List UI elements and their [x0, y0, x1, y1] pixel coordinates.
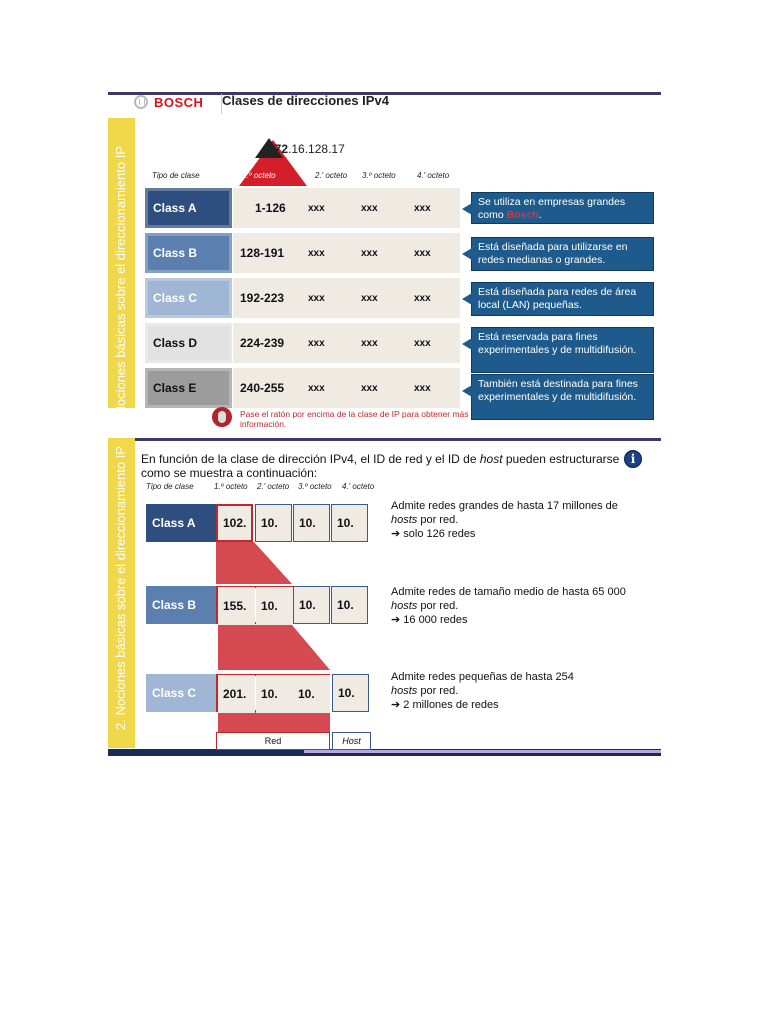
ipv4-classes-panel: [108, 92, 661, 432]
class-a-description: [391, 499, 641, 541]
desc-host: hosts: [391, 685, 418, 697]
hover-hint: Pase el ratón por encima de la clase de IP para obtener más información.: [240, 409, 469, 429]
desc-networks: ➔ 2 millones de redes: [391, 699, 499, 711]
header-octet-4: 4.' octeto: [417, 171, 450, 180]
class-c-octet-3: 10.: [293, 675, 330, 713]
class-a-range: 1-126: [255, 201, 286, 215]
octet-placeholder: xxx: [361, 338, 378, 349]
header-class-type: Tipo de clase: [152, 171, 200, 180]
class-c-octet-2: 10.: [256, 675, 293, 713]
bosch-armature-icon: [134, 95, 148, 109]
header-octet-1: 1.º octeto: [242, 171, 276, 180]
side-label: 2. Nociones básicas sobre el direccionamiento IP: [113, 446, 128, 730]
page-title: Clases de direcciones IPv4: [222, 93, 389, 108]
octet-placeholder: xxx: [361, 203, 378, 214]
info-icon[interactable]: i: [624, 450, 642, 468]
class-b-button[interactable]: Class B: [145, 233, 232, 273]
host-id-label: Host: [332, 732, 371, 750]
header-octet-3: 3.º octeto: [362, 171, 396, 180]
class-c-button[interactable]: Class C: [145, 278, 232, 318]
intro-host: host: [479, 452, 503, 466]
funnel-b-to-c: [218, 625, 330, 670]
side-label-bar: [108, 118, 135, 430]
octet-placeholder: xxx: [414, 248, 431, 259]
bosch-wordmark: BOSCH: [154, 94, 204, 110]
class-a-octet-2: 10.: [255, 504, 292, 542]
desc-text: Admite redes de tamaño medio de hasta 65 000: [391, 586, 626, 598]
class-a-label: Class A: [146, 504, 216, 542]
class-a-octet-3: 10.: [293, 504, 330, 542]
funnel-a-to-b: [216, 542, 292, 584]
example-ip-rest: .16.128.17: [288, 142, 345, 156]
class-d-tooltip: Está reservada para fines experimentales y de multidifusión.: [471, 327, 654, 373]
class-c-range: 192-223: [240, 291, 285, 305]
intro-part: pueden estructurarse como se muestra a continuación:: [141, 452, 620, 480]
octet-placeholder: xxx: [361, 383, 378, 394]
desc-text: Admite redes pequeñas de hasta 254: [391, 671, 574, 683]
octet-placeholder: xxx: [308, 338, 325, 349]
class-b-range: 128-191: [240, 246, 285, 260]
class-a-octet-4: 10.: [331, 504, 368, 542]
funnel-c-to-label: [218, 711, 330, 732]
octet-placeholder: xxx: [414, 338, 431, 349]
header-octet-4: 4.' octeto: [342, 482, 375, 491]
header-octet-2: 2.' octeto: [257, 482, 290, 491]
example-ip-address: [268, 142, 345, 156]
octet-placeholder: xxx: [361, 248, 378, 259]
class-e-tooltip: También está destinada para fines experimentales y de multidifusión.: [471, 374, 654, 420]
desc-host: hosts: [391, 600, 418, 612]
desc-networks: ➔ solo 126 redes: [391, 528, 476, 540]
octet-placeholder: xxx: [414, 203, 431, 214]
class-c-description: [391, 670, 641, 712]
desc-text: Admite redes grandes de hasta 17 millones de: [391, 500, 618, 512]
class-a-button[interactable]: Class A: [145, 188, 232, 228]
class-c-tooltip: Está diseñada para redes de área local (LAN) pequeñas.: [471, 282, 654, 316]
desc-host: hosts: [391, 514, 418, 526]
class-b-tooltip: Está diseñada para utilizarse en redes medianas o grandes.: [471, 237, 654, 271]
header-octet-3: 3.º octeto: [298, 482, 332, 491]
class-d-button[interactable]: Class D: [145, 323, 232, 363]
class-a-tooltip: [471, 192, 654, 224]
header-octet-1: 1.º octeto: [214, 482, 248, 491]
desc-text: por red.: [417, 514, 459, 526]
class-b-description: [391, 585, 641, 627]
class-d-range: 224-239: [240, 336, 285, 350]
octet-placeholder: xxx: [308, 293, 325, 304]
octet-placeholder: xxx: [308, 203, 325, 214]
class-c-octet-1: 201.: [218, 675, 255, 713]
example-ip-first-octet: 172: [268, 142, 289, 156]
desc-text: por red.: [417, 600, 459, 612]
class-c-octet-4: 10.: [332, 674, 369, 712]
intro-part: En función de la clase de dirección IPv4, el ID de red y el ID de: [141, 452, 480, 466]
octet-placeholder: xxx: [308, 248, 325, 259]
header-octet-2: 2.' octeto: [315, 171, 348, 180]
side-label: 2. Nociones básicas sobre el direccionamiento IP: [113, 146, 128, 430]
class-b-octet-1: 155.: [218, 587, 255, 625]
class-b-label: Class B: [146, 586, 216, 624]
class-b-octet-2: 10.: [256, 587, 293, 625]
network-host-structure-panel: [108, 438, 661, 760]
desc-networks: ➔ 16 000 redes: [391, 614, 468, 626]
mouse-icon: [212, 407, 232, 427]
desc-text: por red.: [417, 685, 459, 697]
class-e-range: 240-255: [240, 381, 285, 395]
header-class-type: Tipo de clase: [146, 482, 194, 491]
bosch-logo: [126, 92, 222, 112]
class-e-button[interactable]: Class E: [145, 368, 232, 408]
network-id-label: Red: [216, 732, 330, 750]
tooltip-brand: Bosch: [506, 209, 539, 221]
class-c-label: Class C: [146, 674, 216, 712]
class-a-octet-1: 102.: [216, 504, 253, 542]
class-b-octet-4: 10.: [331, 586, 368, 624]
tooltip-text: .: [538, 209, 542, 221]
octet-placeholder: xxx: [308, 383, 325, 394]
octet-placeholder: xxx: [414, 293, 431, 304]
tooltip-text: Se utiliza en empresas grandes como: [478, 196, 626, 221]
octet-placeholder: xxx: [414, 383, 431, 394]
octet-placeholder: xxx: [361, 293, 378, 304]
class-b-octet-3: 10.: [293, 586, 330, 624]
